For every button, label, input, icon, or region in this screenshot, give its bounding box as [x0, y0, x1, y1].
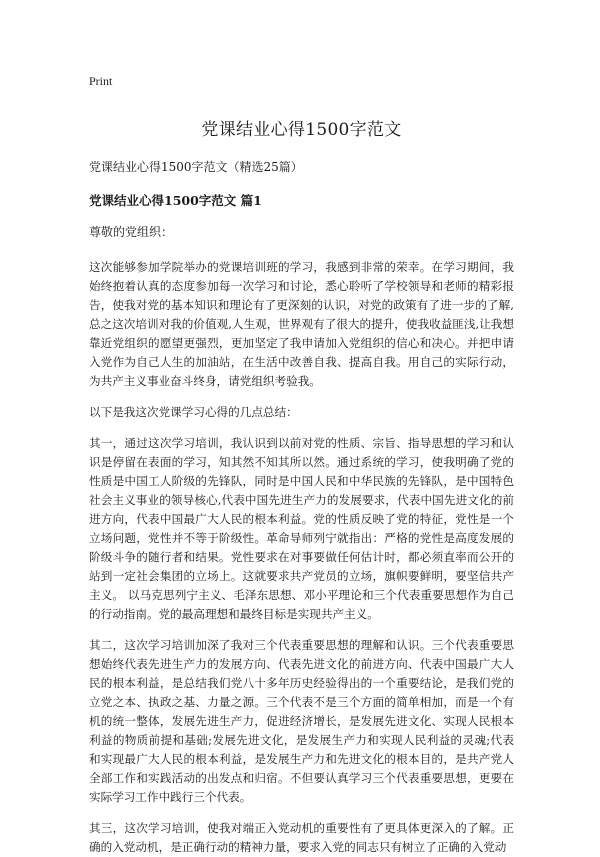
paragraph-intro: 这次能够参加学院举办的党课培训班的学习，我感到非常的荣幸。在学习期间，我始终抱着认真的态度参加每一次学习和讨论，悉心聆听了学校领导和老师的精彩报告，使我对党的基本知识和理论有了更深刻的认识，对党的政策有了进一步的了解,总之这次培训对我的价值观,人生观，世界观有了很大的提升，使我收益匪浅,让我想靠近党组织的愿望更强烈，更加坚定了我申请加入党组织的信心和决心。并把申请入党作为自己人生的加油站，在生活中改善自我、提高自我。用自己的实际行动，为共产主义事业奋斗终身，请党组织考验我。 [89, 260, 514, 388]
paragraph-point-two: 其二，这次学习培训加深了我对三个代表重要思想的理解和认识。三个代表重要思想始终代表先进生产力的发展方向、代表先进文化的前进方向、代表中国最广大人民的根本利益，是总结我们党八十多年历史经验得出的一个重要结论，是我们党的立党之本、执政之基、力量之源。三个代表不是三个方面的简单相加，而是一个有机的统一整体，发展先进生产力，促进经济增长，是发展先进文化、实现人民根本利益的物质前提和基础;发展先进文化，是发展生产力和实现人民利益的灵魂;代表和实现最广大人民的根本利益，是发展生产力和先进文化的根本目的，是共产党人全部工作和实践活动的出发点和归宿。不但要认真学习三个代表重要思想，更要在实际学习工作中践行三个代表。 [89, 638, 514, 804]
greeting-text: 尊敬的党组织： [89, 225, 174, 239]
paragraph-point-three: 其三，这次学习培训，使我对端正入党动机的重要性有了更具体更深入的了解。正确的入党动机，是正确行动的精神力量，要求入党的同志只有树立了正确的入党动 [89, 821, 514, 854]
document-subtitle: 党课结业心得1500字范文（精选25篇） [89, 160, 303, 174]
paragraph-summary-lead: 以下是我这次党课学习心得的几点总结： [89, 405, 298, 419]
section-heading: 党课结业心得1500字范文 篇1 [89, 193, 262, 208]
paragraph-point-one: 其一，通过这次学习培训，我认识到以前对党的性质、宗旨、指导思想的学习和认识是停留在表面的学习，知其然不知其所以然。通过系统的学习，使我明确了党的性质是中国工人阶级的先锋队，同时是中国人民和中华民族的先锋队，是中国特色社会主义事业的领导核心,代表中国先进生产力的发展要求，代表中国先进文化的前进方向，代表中国最广大人民的根本利益。党的性质反映了党的特征，党性是一个立场问题，党性并不等于阶级性。革命导师列宁就指出：严格的党性是高度发展的阶级斗争的随行者和结果。党性要求在对事要做任何估计时，都必须直率而公开的站到一定社会集团的立场上。这就要求共产党员的立场，旗帜要鲜明，要坚信共产主义。 以马克思列宁主义、毛泽东思想、邓小平理论和三个代表重要思想作为自己的行动指南。党的最高理想和最终目标是实现共产主义。 [89, 436, 514, 621]
document-title: 党课结业心得1500字范文 [201, 120, 402, 140]
print-link[interactable]: Print [89, 74, 113, 88]
